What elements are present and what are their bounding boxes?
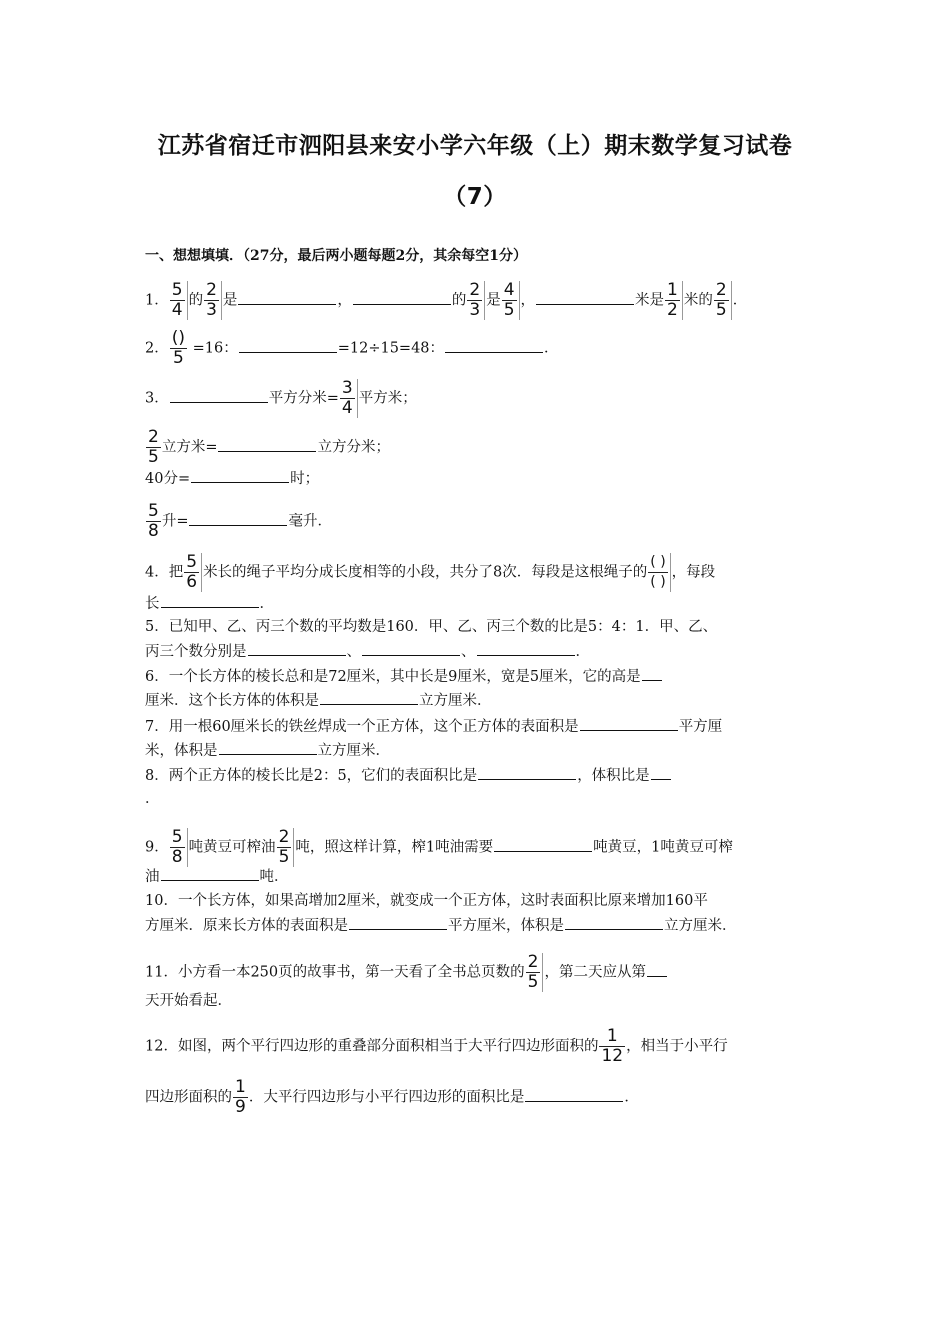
answer-blank[interactable]: [349, 915, 447, 930]
question-5: 5．已知甲、乙、丙三个数的平均数是160．甲、乙、丙三个数的比是5：4：1．甲、乙、: [145, 619, 718, 635]
text: 升=: [161, 513, 189, 530]
section-heading: 一、想想填填．（27分，最后两小题每题2分，其余每空1分）: [145, 248, 527, 264]
answer-blank[interactable]: [445, 338, 543, 353]
question-4-cont: [145, 593, 274, 614]
fraction: $\frac{1}{2}$: [665, 281, 683, 320]
question-12: [145, 1027, 728, 1066]
question-8: [145, 765, 672, 786]
text: 立方厘米．: [664, 918, 737, 934]
fraction: $\frac{3}{4}$: [340, 379, 358, 418]
text: 、: [461, 644, 476, 660]
answer-blank[interactable]: [161, 593, 259, 608]
question-number: 9．: [145, 839, 169, 856]
question-11-cont: 天开始看起．: [145, 993, 232, 1009]
text: ，体积比是: [577, 768, 650, 784]
answer-blank[interactable]: [651, 765, 671, 780]
answer-blank[interactable]: [170, 388, 268, 403]
text: 方厘米．原来长方体的表面积是: [145, 918, 348, 934]
question-7-cont: [145, 740, 390, 761]
text: 是: [222, 292, 238, 309]
exam-title-number: （7）: [443, 184, 507, 210]
fraction: $\frac{5}{6}$: [184, 553, 202, 592]
text: 40分=: [145, 471, 191, 487]
question-number: 2．: [145, 340, 169, 357]
text: 米的: [683, 292, 713, 309]
fraction: $\frac{5}{4}$: [170, 281, 188, 320]
answer-blank[interactable]: [494, 837, 592, 852]
text: 米长的绳子平均分成长度相等的小段，共分了8次．每段是这根绳子的: [203, 564, 648, 581]
text: ．大平行四边形与小平行四边形的面积比是: [248, 1089, 525, 1106]
text: =16：: [192, 340, 238, 357]
question-number: 4．把: [145, 564, 184, 581]
answer-blank[interactable]: [477, 641, 575, 656]
fraction: $\frac{2}{5}$: [148, 427, 159, 467]
text: ，每段: [671, 564, 716, 581]
answer-blank[interactable]: [478, 765, 576, 780]
fraction: $\frac{1}{12}$: [601, 1026, 624, 1066]
text: 的: [451, 292, 467, 309]
fraction: $\frac{2}{5}$: [714, 281, 732, 320]
text: ．: [544, 340, 559, 357]
question-9-cont: [145, 866, 289, 887]
text: 吨，照这样计算，榨1吨油需要: [295, 839, 494, 856]
text: 毫升．: [288, 513, 332, 530]
text: 时；: [290, 471, 320, 487]
fraction: $\frac{1}{9}$: [235, 1077, 246, 1117]
question-4: [145, 553, 715, 592]
fraction: $\frac{4}{5}$: [502, 281, 520, 320]
answer-blank[interactable]: [536, 290, 634, 305]
text: 的: [188, 292, 204, 309]
question-number: 3．: [145, 390, 169, 407]
question-1: [145, 281, 747, 320]
question-3d: [145, 502, 332, 541]
answer-blank[interactable]: [525, 1087, 623, 1102]
answer-blank[interactable]: [353, 290, 451, 305]
text: 是: [486, 292, 501, 309]
text: ，: [337, 292, 352, 309]
text: 长: [145, 596, 160, 612]
text: ．: [732, 292, 748, 309]
question-11: [145, 953, 668, 992]
text: 米是: [635, 292, 665, 309]
text: ，: [520, 292, 536, 309]
question-8-cont: ．: [145, 791, 160, 807]
question-5-cont: [145, 641, 590, 662]
question-2: [145, 329, 559, 368]
text: 立方米=: [161, 439, 218, 456]
answer-blank[interactable]: [248, 641, 346, 656]
answer-blank[interactable]: [239, 338, 337, 353]
text: 平方厘: [678, 719, 723, 735]
text: 8．两个正方体的棱长比是2：5，它们的表面积比是: [145, 768, 478, 784]
question-number: 1．: [145, 292, 169, 309]
answer-blank[interactable]: [161, 866, 259, 881]
text: 立方厘米．: [419, 693, 492, 709]
question-10-cont: [145, 915, 737, 936]
text: 7．用一根60厘米长的铁丝焊成一个正方体，这个正方体的表面积是: [145, 719, 579, 735]
answer-blank[interactable]: [191, 468, 289, 483]
text: 吨黄豆，1吨黄豆可榨: [593, 839, 733, 856]
fraction: $\frac{()}{5}$: [171, 328, 185, 368]
answer-blank[interactable]: [189, 511, 287, 526]
text: ．: [575, 644, 590, 660]
answer-blank[interactable]: [642, 666, 662, 681]
text: ．: [259, 596, 274, 612]
text: 平方分米=: [268, 390, 339, 407]
answer-blank[interactable]: [580, 716, 678, 731]
fraction: $\frac{2}{5}$: [526, 953, 544, 992]
text: 立方厘米．: [317, 743, 390, 759]
text: 丙三个数分别是: [145, 644, 247, 660]
question-6: [145, 666, 663, 687]
question-3c: [145, 468, 319, 489]
question-6-cont: [145, 690, 492, 711]
text: 四边形面积的: [145, 1089, 232, 1106]
text: 吨黄豆可榨油: [188, 839, 276, 856]
fraction: $\frac{5}{8}$: [148, 501, 159, 541]
text: ，第二天应从第: [544, 964, 646, 981]
text: =12÷15=48：: [337, 340, 445, 357]
question-3: [145, 379, 417, 418]
text: 平方厘米，体积是: [448, 918, 564, 934]
text: 、: [346, 644, 361, 660]
answer-blank[interactable]: [320, 690, 418, 705]
text: 12．如图，两个平行四边形的重叠部分面积相当于大平行四边形面积的: [145, 1038, 599, 1055]
question-9: [145, 828, 733, 867]
text: 11．小方看一本250页的故事书，第一天看了全书总页数的: [145, 964, 525, 981]
answer-blank[interactable]: [647, 962, 667, 977]
text: 平方米；: [358, 390, 417, 407]
fraction-placeholder: $\frac{( )}{( )}$: [648, 553, 670, 592]
text: 吨．: [259, 869, 289, 885]
text: 油: [145, 869, 160, 885]
question-12-cont: [145, 1078, 639, 1117]
exam-title: 江苏省宿迁市泗阳县来安小学六年级（上）期末数学复习试卷: [157, 133, 793, 159]
text: ．: [624, 1089, 639, 1106]
answer-blank[interactable]: [565, 915, 663, 930]
fraction: $\frac{5}{8}$: [170, 828, 188, 867]
answer-blank[interactable]: [218, 437, 316, 452]
fraction: $\frac{2}{3}$: [467, 281, 485, 320]
text: 厘米．这个长方体的体积是: [145, 693, 319, 709]
question-3b: [145, 428, 390, 467]
question-7: [145, 716, 722, 737]
question-10: 10．一个长方体，如果高增加2厘米，就变成一个正方体，这时表面积比原来增加160平: [145, 893, 708, 909]
answer-blank[interactable]: [238, 290, 336, 305]
fraction: $\frac{2}{3}$: [204, 281, 222, 320]
text: 米，体积是: [145, 743, 218, 759]
text: 6．一个长方体的棱长总和是72厘米，其中长是9厘米，宽是5厘米，它的高是: [145, 669, 641, 685]
text: ，相当于小平行: [626, 1038, 728, 1055]
text: 立方分米；: [317, 439, 390, 456]
answer-blank[interactable]: [219, 740, 317, 755]
answer-blank[interactable]: [362, 641, 460, 656]
fraction: $\frac{2}{5}$: [277, 828, 295, 867]
